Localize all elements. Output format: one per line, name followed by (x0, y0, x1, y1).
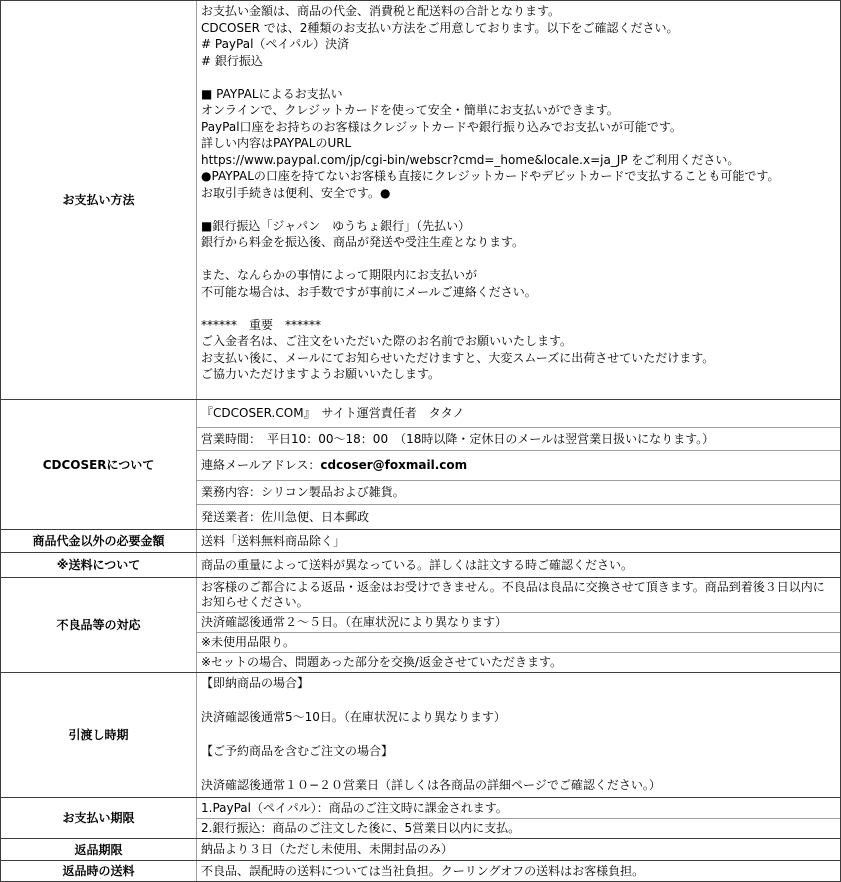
text-line: # PayPal（ペイパル）決済 (201, 37, 350, 51)
about-contact-email-row (197, 450, 840, 480)
row-delivery-time (1, 672, 840, 797)
defective-set-note: ※セットの場合、問題あった部分を交換/返金させていただきます。 (197, 652, 840, 672)
text-line: 【即納商品の場合】 (201, 676, 310, 690)
blank-line (197, 300, 840, 317)
text-line: また、なんらかの事情によって期限内にお支払いが (201, 268, 478, 282)
row-about-cdcoser (1, 399, 840, 529)
row-defective-goods (1, 577, 840, 672)
text-line: ご協力いただけますようお願いいたします。 (201, 367, 441, 381)
payment-deadline-paypal: 1.PayPal（ペイパル）：商品のご注文時に課金されます。 (201, 800, 508, 815)
text-line: 不可能な場合は、お手数ですが事前にメールご連絡ください。 (201, 284, 537, 299)
blank-line (197, 69, 840, 86)
defective-processing-time: 決済確認後通常２〜５日。（在庫状況により異なります） (197, 612, 840, 632)
return-shipping-fee-content: 不良品、誤配時の送料については当社負担。クーリングオフの送料はお客様負担。 (201, 863, 645, 878)
row-shipping-note (1, 552, 840, 577)
row-extra-fees (1, 529, 840, 552)
row-label-payment-method: お支払い方法 (1, 1, 197, 399)
text-line: ****** 重要 ****** (201, 317, 322, 332)
text-line: ■銀行振込「ジャパン ゆうちょ銀行」（先払い） (201, 218, 471, 233)
row-label-delivery-time: 引渡し時期 (1, 673, 197, 797)
contact-email-address: cdcoser@foxmail.com (320, 458, 468, 472)
blank-line (197, 201, 840, 218)
defective-policy: お客様のご都合による返品・返金はお受けできません。不良品は良品に交換させて頂きます。商品到着後３日以内にお知らせください。 (201, 580, 825, 609)
about-shipping-company: 発送業者：佐川急便、日本郵政 (197, 504, 840, 529)
defective-goods-content (197, 578, 840, 672)
text-line: お取引手続きは便利、安全です。● (201, 185, 391, 200)
text-line: お支払い後に、メールにてお知らせいただけますと、大変スムーズに出荷させていただけます。 (201, 350, 715, 365)
text-line: CDCOSER では、2種類のお支払い方法をご用意しております。以下をご確認ください。 (201, 20, 679, 35)
text-line: PayPal口座をお持ちのお客様はクレジットカードや銀行振り込みでお支払いが可能です。 (201, 119, 682, 134)
extra-fees-content: 送料「送料無料商品除く」 (201, 533, 346, 548)
text-line: 【ご予約商品を含むご注文の場合】 (201, 744, 394, 758)
about-cdcoser-content (197, 400, 840, 529)
text-line: # 銀行振込 (201, 53, 263, 68)
row-label-return-shipping-fee: 返品時の送料 (1, 861, 197, 881)
text-line: ご入金者名は、ご注文をいただいた際のお名前でお願いいたします。 (201, 334, 573, 348)
payment-method-content (197, 1, 840, 399)
text-line: ●PAYPALの口座を持てないお客様も直接にクレジットカードやデビットカードで支払することも可能です。 (201, 169, 780, 183)
text-line: オンラインで、クレジットカードを使って安全・簡単にお支払いができます。 (201, 103, 619, 117)
blank-line (197, 692, 840, 709)
text-line: 決済確認後通常5〜10日。（在庫状況により異なります） (201, 710, 506, 724)
delivery-time-content (197, 673, 840, 797)
row-payment-method (1, 1, 840, 399)
text-line: 詳しい内容はPAYPALのURL (201, 136, 352, 150)
about-business-description: 業務内容：シリコン製品および雑貨。 (197, 480, 840, 504)
about-site-operator: 『CDCOSER.COM』 サイト運営責任者 タタノ (201, 406, 465, 420)
about-business-hours: 営業時間： 平日10：00〜18：00 （18時以降・定休日のメールは翌営業日扱いになります。） (197, 427, 840, 450)
text-line: 決済確認後通常１０−２０営業日（詳しくは各商品の詳細ページでご確認ください。） (201, 778, 661, 792)
paypal-url-text: https://www.paypal.com/jp/cgi-bin/webscr?cmd=_home&locale.x=ja_JP をご利用ください。 (201, 152, 740, 167)
blank-line (197, 760, 840, 777)
row-label-return-deadline: 返品期限 (1, 839, 197, 860)
text-line: 銀行から料金を振込後、商品が発送や受注生産となります。 (201, 235, 525, 249)
text-line: ■ PAYPALによるお支払い (201, 86, 343, 101)
row-label-extra-fees: 商品代金以外の必要金額 (1, 530, 197, 552)
payment-deadline-content (197, 798, 840, 838)
defective-unused-note: ※未使用品限り。 (197, 632, 840, 652)
row-label-shipping-note: ※送料について (1, 553, 197, 577)
contact-email-label: 連絡メールアドレス： (201, 458, 321, 472)
row-label-about-cdcoser: CDCOSERについて (1, 400, 197, 529)
row-label-payment-deadline: お支払い期限 (1, 798, 197, 838)
shipping-note-content: 商品の重量によって送料が異なっている。詳しくは註文する時ご確認ください。 (201, 557, 634, 572)
row-payment-deadline (1, 797, 840, 838)
row-return-shipping-fee (1, 860, 840, 881)
blank-line (197, 251, 840, 268)
payment-deadline-bank: 2.銀行振込：商品のご注文した後に、5営業日以内に支払。 (197, 818, 840, 838)
blank-line (197, 726, 840, 743)
row-return-deadline (1, 838, 840, 860)
return-deadline-content: 納品より３日（ただし未使用、未開封品のみ） (201, 842, 454, 856)
text-line: お支払い金額は、商品の代金、消費税と配送料の合計となります。 (201, 4, 561, 18)
row-label-defective-goods: 不良品等の対応 (1, 578, 197, 672)
